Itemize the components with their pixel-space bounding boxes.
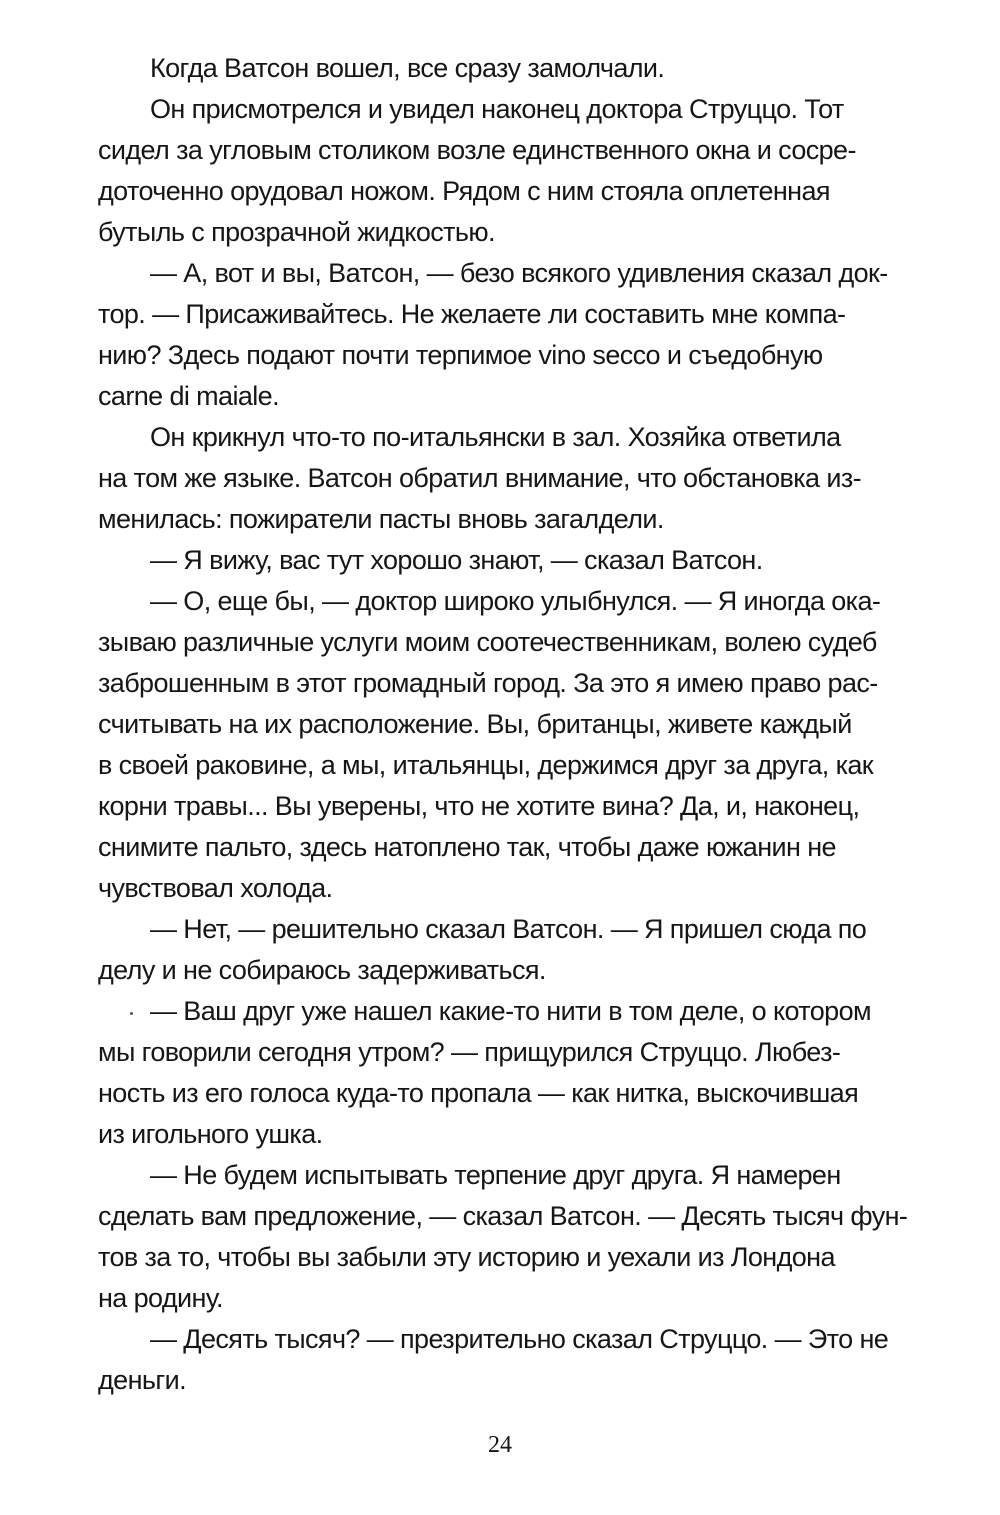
text-line: — О, еще бы, — доктор широко улыбнулся. — Я иногда ока- (150, 586, 881, 616)
text-line: корни травы... Вы уверены, что не хотите вина? Да, и, наконец, (98, 791, 860, 821)
text-line: сделать вам предложение, — сказал Ватсон. — Десять тысяч фун- (98, 1201, 908, 1231)
text-line: мы говорили сегодня утром? — прищурился Струццо. Любез- (98, 1037, 841, 1067)
print-speck (130, 1012, 133, 1015)
text-line: Он присмотрелся и увидел наконец доктора Струццо. Тот (150, 94, 844, 124)
text-line: на родину. (98, 1283, 223, 1313)
text-line: — Я вижу, вас тут хорошо знают, — сказал Ватсон. (150, 545, 763, 575)
text-line: делу и не собираюсь задерживаться. (98, 955, 546, 985)
text-line: зываю различные услуги моим соотечественникам, волею судеб (98, 627, 877, 657)
body-text (98, 48, 910, 1401)
text-line: тов за то, чтобы вы забыли эту историю и уехали из Лондона (98, 1242, 835, 1272)
page-number: 24 (488, 1432, 512, 1458)
text-line: — Не будем испытывать терпение друг друга. Я намерен (150, 1160, 841, 1190)
text-line: деньги. (98, 1365, 186, 1395)
text-line: доточенно орудовал ножом. Рядом с ним стояла оплетенная (98, 176, 830, 206)
text-line: — А, вот и вы, Ватсон, — безо всякого удивления сказал док- (150, 258, 888, 288)
text-line: ность из его голоса куда-то пропала — как нитка, выскочившая (98, 1078, 859, 1108)
text-line: Когда Ватсон вошел, все сразу замолчали. (150, 53, 665, 83)
text-line: чувствовал холода. (98, 873, 333, 903)
text-line: считывать на их расположение. Вы, британцы, живете каждый (98, 709, 852, 739)
text-line: на том же языке. Ватсон обратил внимание, что обстановка из- (98, 463, 862, 493)
text-line: тор. — Присаживайтесь. Не желаете ли составить мне компа- (98, 299, 846, 329)
text-line: нию? Здесь подают почти терпимое vino secco и съедобную (98, 340, 823, 370)
text-line: в своей раковине, а мы, итальянцы, держимся друг за друга, как (98, 750, 874, 780)
text-line: сидел за угловым столиком возле единственного окна и сосре- (98, 135, 856, 165)
text-line: из игольного ушка. (98, 1119, 323, 1149)
text-line: — Десять тысяч? — презрительно сказал Струццо. — Это не (150, 1324, 889, 1354)
text-line: carne di maiale. (98, 381, 279, 411)
text-line: — Нет, — решительно сказал Ватсон. — Я пришел сюда по (150, 914, 867, 944)
text-line: Он крикнул что-то по-итальянски в зал. Хозяйка ответила (150, 422, 841, 452)
text-line: — Ваш друг уже нашел какие-то нити в том деле, о котором (150, 996, 871, 1026)
text-line: бутыль с прозрачной жидкостью. (98, 217, 495, 247)
text-line: менилась: пожиратели пасты вновь загалдели. (98, 504, 664, 534)
text-line: заброшенным в этот громадный город. За это я имею право рас- (98, 668, 878, 698)
text-line: снимите пальто, здесь натоплено так, чтобы даже южанин не (98, 832, 836, 862)
